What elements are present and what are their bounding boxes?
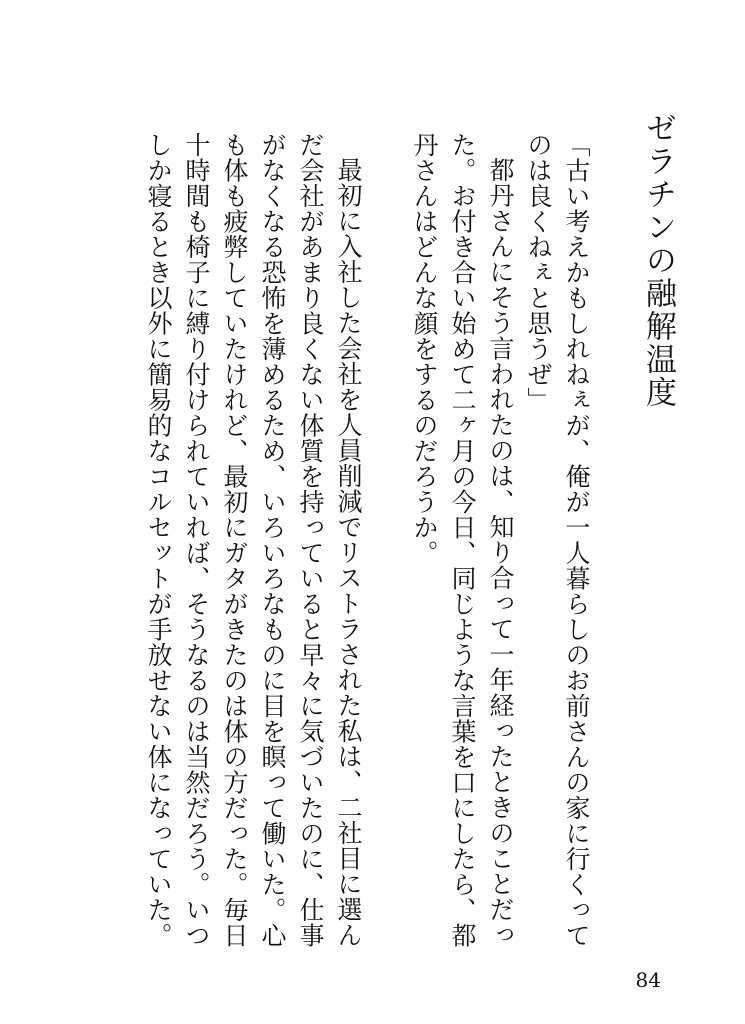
paragraph-backstory: 最初に入社した会社を人員削減でリストラされた私は、二社目に選んだ会社があまり良くない体質を持っていると早々に気づいたのに、仕事がなくなる恐怖を薄めるため、いろいろなものに目を瞑って働いた。心も体も疲弊していたけれど、最初にガタがきたのは体の方だった。毎日十時間も椅子に縛り付けられていれば、そうなるのは当然だろう。いつしか寝るとき以外に簡易的なコルセットが手放せない体になっていた。 — [144, 132, 363, 948]
paragraph-dialogue: 「古い考えかもしれねぇが、俺が一人暮らしのお前さんの家に行くってのは良くねぇと思うぜ」 — [524, 132, 591, 948]
chapter-title: ゼラチンの融解温度 — [640, 112, 676, 409]
paragraph-recollection: 都丹さんにそう言われたのは、知り合って一年経ったときのことだった。お付き合い始めて二ヶ月の今日、同じような言葉を口にしたら、都丹さんはどんな顔をするのだろうか。 — [410, 132, 515, 948]
page-number: 84 — [635, 968, 661, 992]
body-text — [135, 132, 595, 962]
paragraph-break — [367, 132, 405, 962]
